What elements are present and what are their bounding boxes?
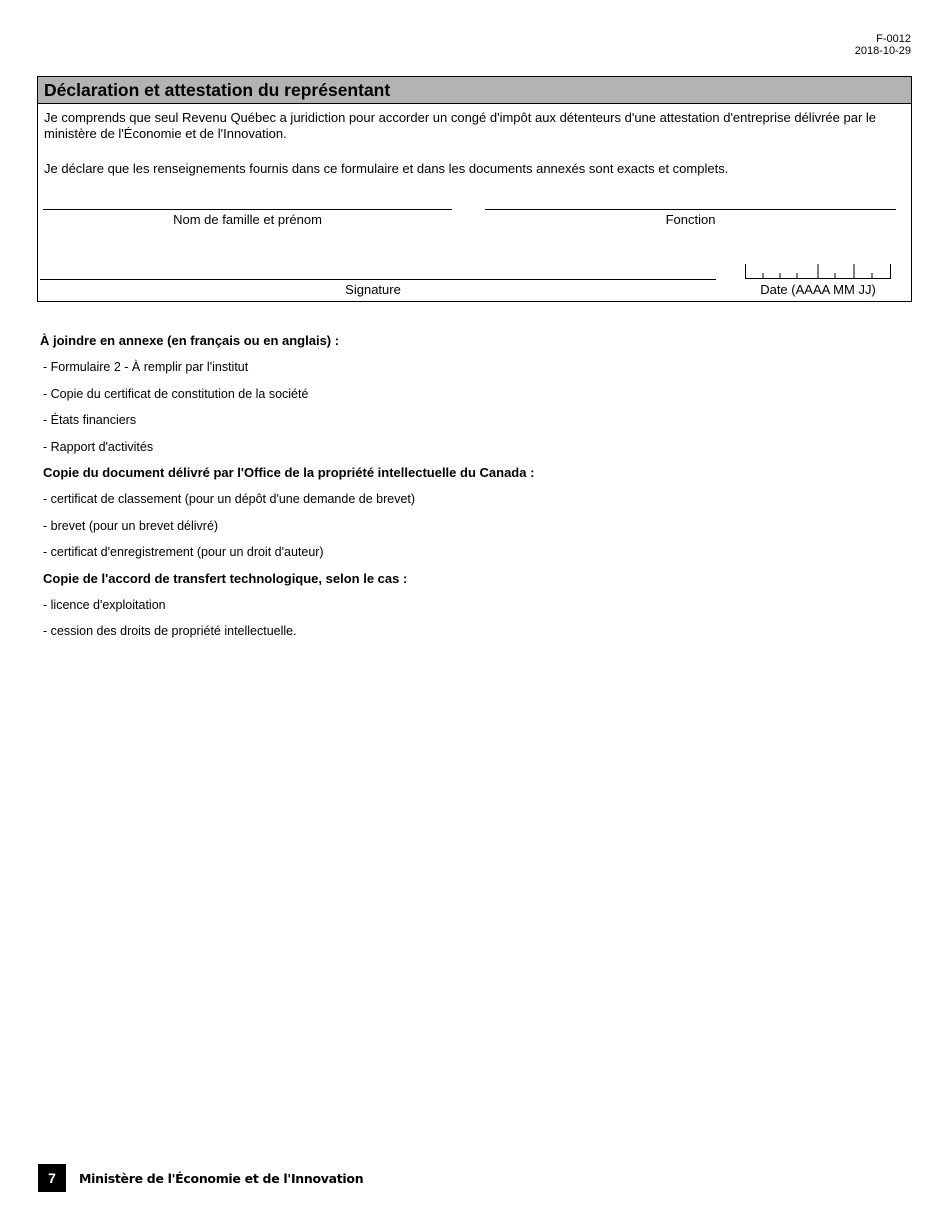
jurisdiction-paragraph: Je comprends que seul Revenu Québec a juridiction pour accorder un congé d'impôt aux détenteurs d'une attestation d'entreprise délivrée par le ministère de l'Économie et de l'Innovation.	[44, 110, 877, 141]
form-code	[855, 33, 911, 57]
list-item: - certificat d'enregistrement (pour un droit d'auteur)	[43, 545, 324, 559]
accuracy-paragraph: Je déclare que les renseignements fournis dans ce formulaire et dans les documents annexés sont exacts et complets.	[44, 161, 729, 176]
attachments-heading: À joindre en annexe (en français ou en anglais) :	[40, 333, 340, 348]
function-field[interactable]	[485, 209, 896, 210]
signature-field-label: Signature	[345, 282, 401, 297]
function-field-label: Fonction	[665, 212, 716, 227]
list-item: - cession des droits de propriété intellectuelle.	[43, 624, 297, 638]
list-item: - Rapport d'activités	[43, 439, 154, 454]
date-field-label: Date (AAAA MM JJ)	[760, 282, 876, 297]
section-title: Déclaration et attestation du représentant	[38, 77, 911, 104]
attachments-list	[40, 333, 900, 650]
name-field[interactable]	[43, 209, 452, 210]
declaration-section	[37, 76, 912, 302]
ministry-name: Ministère de l'Économie et de l'Innovation	[79, 1170, 364, 1186]
transfer-agreement-heading: Copie de l'accord de transfert technologique, selon le cas :	[43, 570, 408, 586]
form-version-date: 2018-10-29	[854, 45, 911, 57]
list-item: - certificat de classement (pour un dépôt d'une demande de brevet)	[43, 492, 416, 506]
list-item: - brevet (pour un brevet délivré)	[43, 518, 219, 533]
name-field-label: Nom de famille et prénom	[173, 212, 322, 227]
list-item: - Copie du certificat de constitution de la société	[43, 386, 309, 401]
list-item: - licence d'exploitation	[43, 597, 166, 612]
form-number: F-0012	[876, 33, 911, 45]
page-footer	[38, 1164, 363, 1192]
ip-documents-heading: Copie du document délivré par l'Office de la propriété intellectuelle du Canada :	[43, 465, 535, 480]
page-number: 7	[38, 1164, 66, 1192]
date-field[interactable]	[745, 264, 891, 279]
signature-field[interactable]	[40, 279, 716, 280]
list-item: - États financiers	[43, 413, 137, 427]
list-item: - Formulaire 2 - À remplir par l'institut	[43, 360, 249, 374]
